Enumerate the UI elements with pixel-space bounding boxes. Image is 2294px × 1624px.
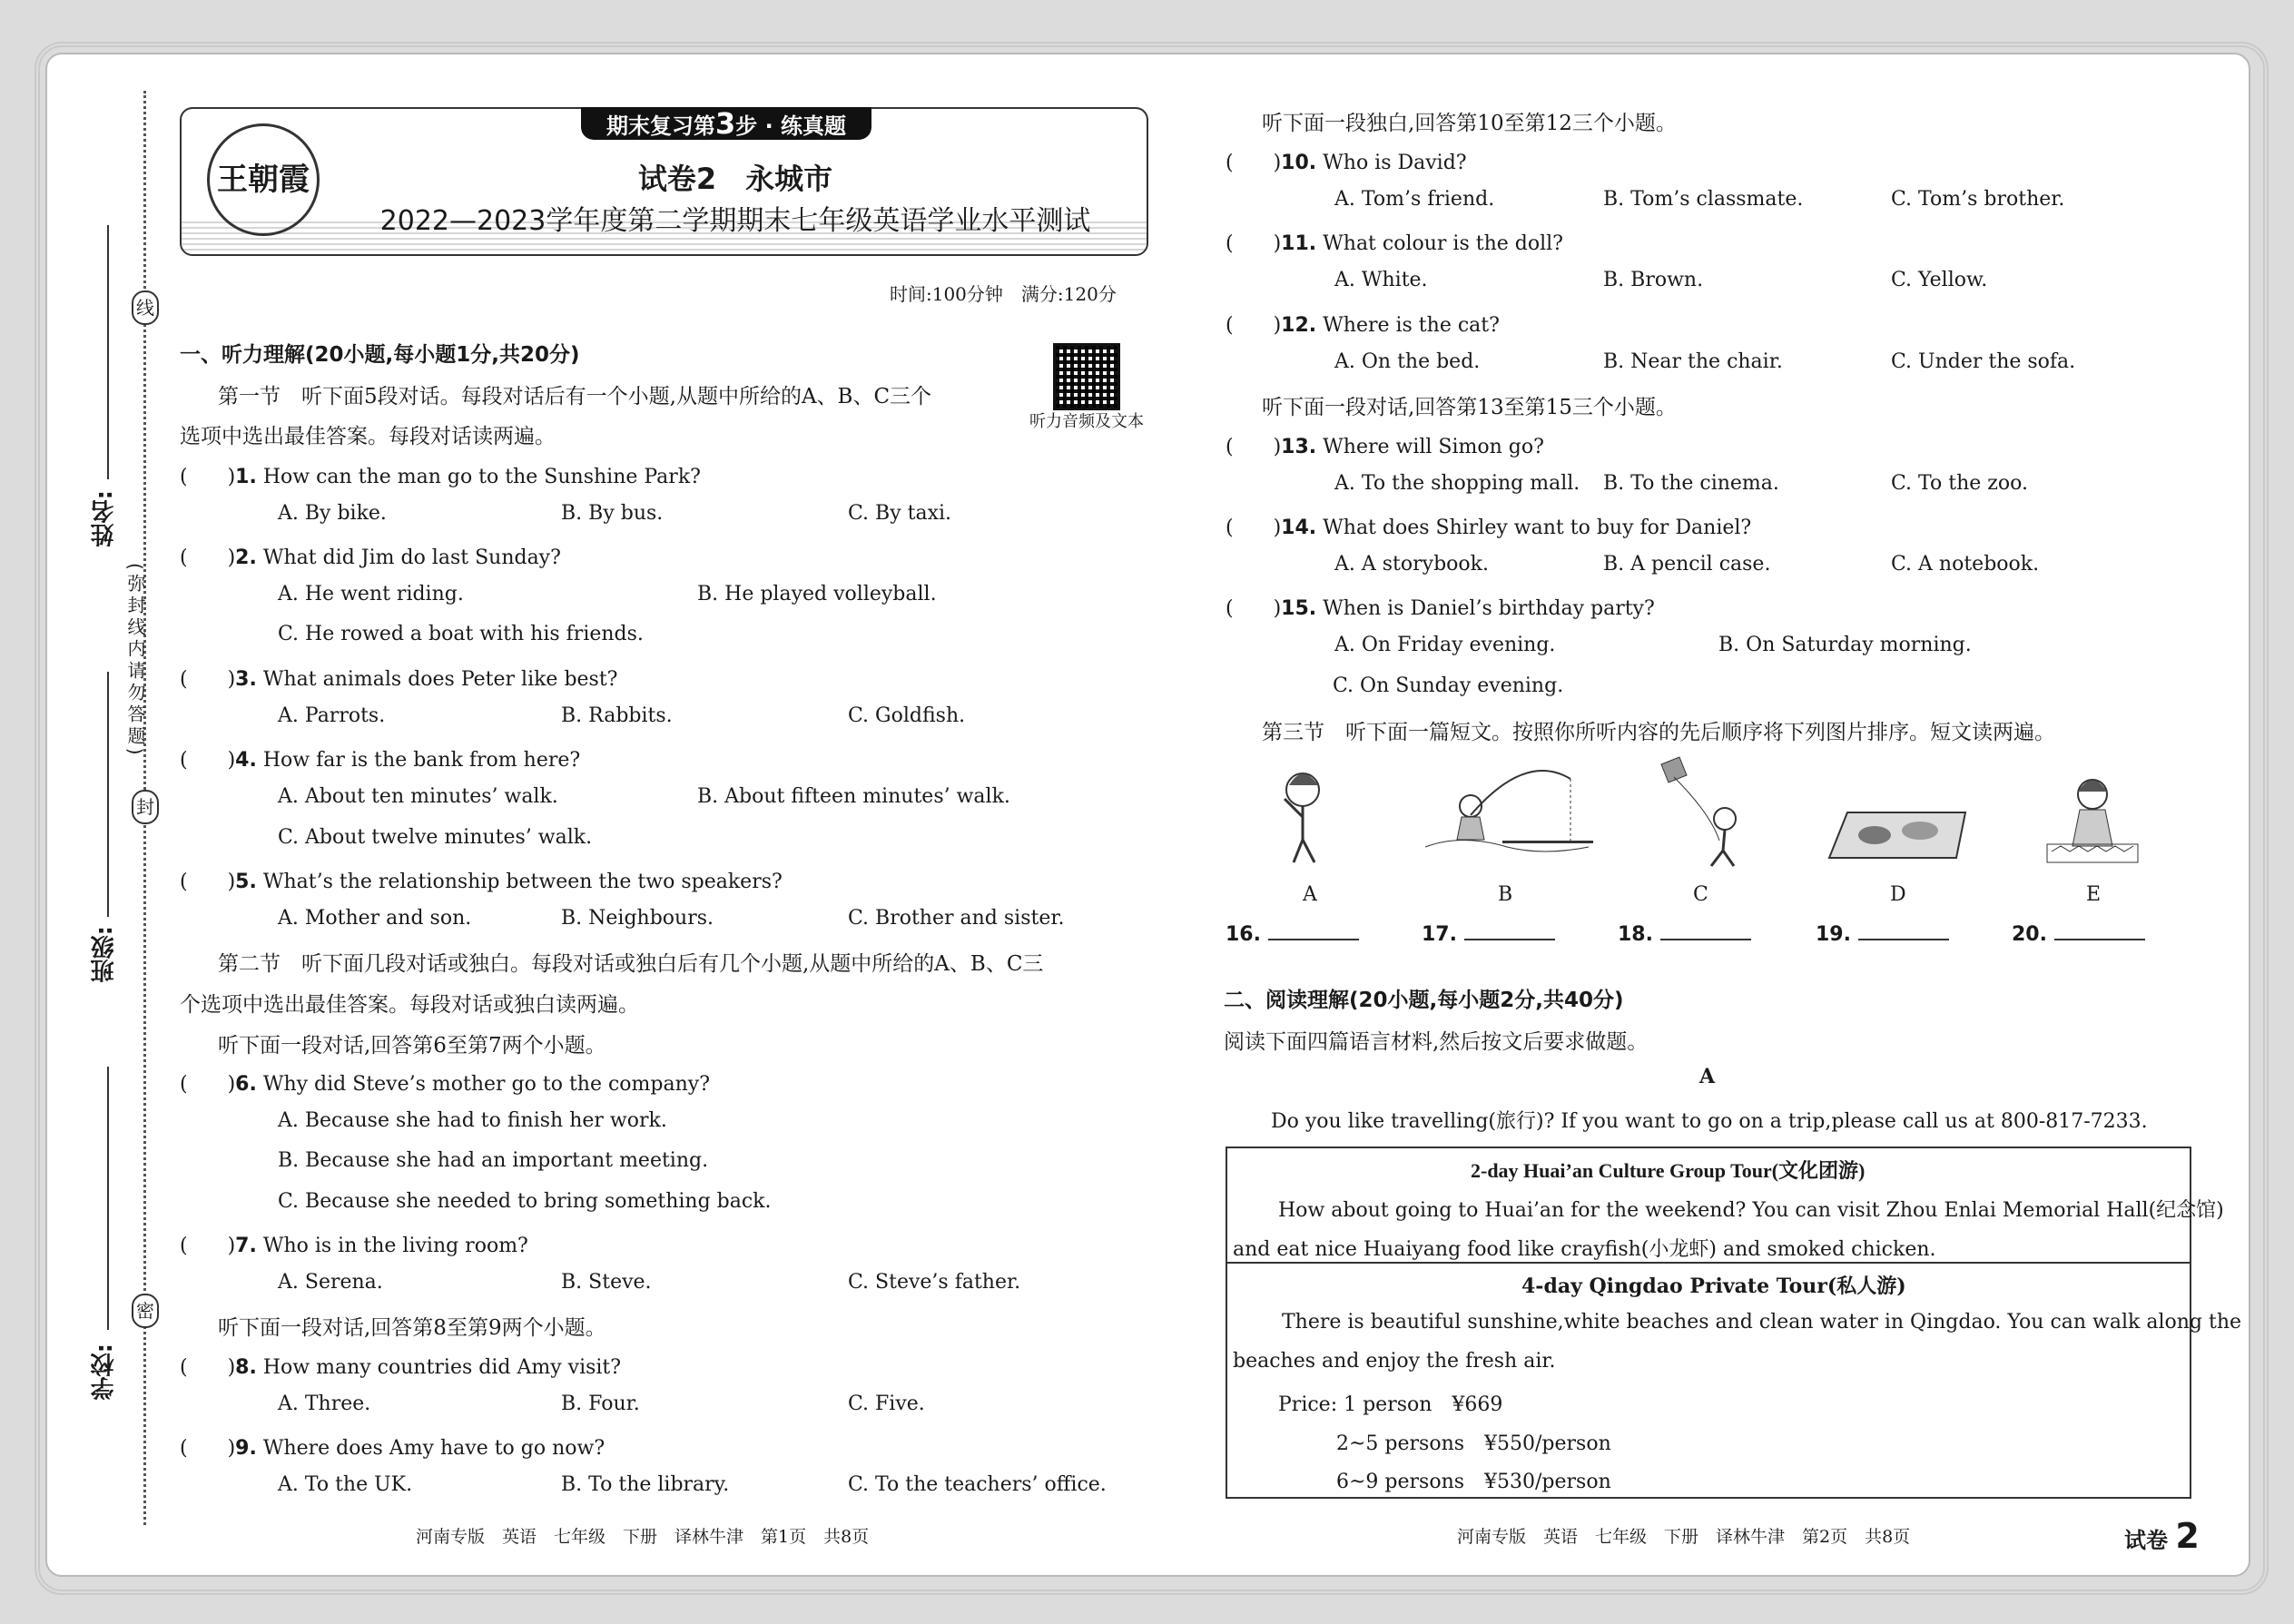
- picture-e-girl-flowers: [2038, 772, 2147, 871]
- answer-blank[interactable]: [2054, 939, 2145, 940]
- answer-19[interactable]: [1816, 923, 1949, 946]
- price-6-9-persons: 6~9 persons ¥530/person: [1336, 1471, 1611, 1493]
- footer-right: 河南专版 英语 七年级 下册 译林牛津 第2页 共8页: [1457, 1527, 1911, 1547]
- q-number: 5.: [235, 871, 257, 893]
- paper-number: 2: [2175, 1516, 2200, 1556]
- q-number: 10.: [1281, 152, 1317, 174]
- answer-18[interactable]: [1618, 923, 1751, 946]
- question-13: ( )13. Where will Simon go?: [1226, 436, 1544, 458]
- part1-heading: 一、听力理解(20小题,每小题1分,共20分): [180, 343, 580, 367]
- q-number: 4.: [235, 749, 257, 772]
- q12-option-a[interactable]: A. On the bed.: [1334, 350, 1481, 373]
- q14-option-b[interactable]: B. A pencil case.: [1603, 553, 1771, 576]
- q11-option-c[interactable]: C. Yellow.: [1891, 269, 1988, 291]
- lead-6-7: 听下面一段对话,回答第6至第7两个小题。: [218, 1034, 606, 1058]
- q15-option-a[interactable]: A. On Friday evening.: [1334, 634, 1556, 656]
- passage-label: A: [1699, 1065, 1716, 1088]
- q-number: 11.: [1281, 232, 1317, 255]
- tour2-title: 4-day Qingdao Private Tour(私人游): [1521, 1275, 1906, 1298]
- tour2-text-cont: beaches and enjoy the fresh air.: [1233, 1350, 1556, 1373]
- q-text: What does Shirley want to buy for Daniel?: [1323, 517, 1752, 539]
- q7-option-c[interactable]: C. Steve’s father.: [848, 1271, 1021, 1294]
- answer-blank[interactable]: [1858, 939, 1949, 940]
- q15-option-c[interactable]: C. On Sunday evening.: [1333, 674, 1564, 697]
- q3-option-c[interactable]: C. Goldfish.: [848, 704, 966, 727]
- q9-option-c[interactable]: C. To the teachers’ office.: [848, 1473, 1107, 1496]
- q-number: 6.: [235, 1073, 257, 1096]
- q8-option-b[interactable]: B. Four.: [561, 1393, 640, 1415]
- question-5: ( )5. What’s the relationship between the two speakers?: [180, 871, 783, 893]
- blank-number: 18.: [1618, 923, 1653, 946]
- publisher-logo: [207, 123, 320, 236]
- q-number: 15.: [1281, 597, 1317, 620]
- q9-option-b[interactable]: B. To the library.: [561, 1473, 730, 1496]
- q6-option-b[interactable]: B. Because she had an important meeting.: [278, 1149, 709, 1172]
- class-label: 班级:: [91, 926, 118, 983]
- exam-header: [180, 107, 1148, 256]
- q-text: How can the man go to the Sunshine Park?: [262, 466, 701, 488]
- price-2-5-persons: 2~5 persons ¥550/person: [1336, 1432, 1611, 1455]
- q14-option-c[interactable]: C. A notebook.: [1891, 553, 2040, 576]
- q-text: Where is the cat?: [1323, 314, 1500, 337]
- lead-8-9: 听下面一段对话,回答第8至第9两个小题。: [218, 1316, 606, 1340]
- q-text: How many countries did Amy visit?: [262, 1356, 622, 1379]
- exam-title: 试卷2 永城市: [637, 162, 833, 196]
- question-8: ( )8. How many countries did Amy visit?: [180, 1356, 622, 1379]
- picture-a-singing-boy: [1253, 767, 1362, 867]
- school-label: 学校:: [91, 1343, 118, 1401]
- q12-option-c[interactable]: C. Under the sofa.: [1891, 350, 2076, 373]
- q6-option-c[interactable]: C. Because she needed to bring something back.: [278, 1190, 772, 1213]
- footer-left: 河南专版 英语 七年级 下册 译林牛津 第1页 共8页: [416, 1527, 870, 1547]
- lead-10-12: 听下面一段独白,回答第10至第12三个小题。: [1262, 112, 1677, 135]
- question-6: ( )6. Why did Steve’s mother go to the company?: [180, 1073, 710, 1096]
- q1-option-c[interactable]: C. By taxi.: [848, 502, 952, 525]
- q3-option-b[interactable]: B. Rabbits.: [561, 704, 673, 727]
- q1-option-b[interactable]: B. By bus.: [561, 502, 664, 525]
- answer-blank[interactable]: [1464, 939, 1555, 940]
- review-banner: [581, 107, 871, 140]
- seal-mark-line: 线: [132, 290, 159, 325]
- seal-mark-close: 密: [132, 1294, 159, 1328]
- picture-b-fishing: [1416, 761, 1598, 861]
- seal-note: (弥封线内请勿答题): [124, 563, 146, 759]
- qr-code[interactable]: [1053, 343, 1120, 410]
- q-number: 1.: [235, 466, 257, 488]
- logo-text: 王朝霞: [217, 162, 310, 198]
- q-text: Where will Simon go?: [1323, 436, 1544, 458]
- blank-number: 16.: [1226, 923, 1261, 946]
- q8-option-c[interactable]: C. Five.: [848, 1393, 925, 1415]
- question-11: ( )11. What colour is the doll?: [1226, 232, 1563, 255]
- class-blank[interactable]: [107, 672, 109, 917]
- q13-option-c[interactable]: C. To the zoo.: [1891, 472, 2028, 495]
- q7-option-a[interactable]: A. Serena.: [278, 1271, 383, 1294]
- question-3: ( )3. What animals does Peter like best?: [180, 668, 618, 691]
- question-12: ( )12. Where is the cat?: [1226, 314, 1500, 337]
- paper-number-badge: [2124, 1516, 2200, 1556]
- q11-option-b[interactable]: B. Brown.: [1603, 269, 1704, 291]
- q-text: How far is the bank from here?: [262, 749, 581, 772]
- q-number: 14.: [1281, 517, 1317, 539]
- q10-option-a[interactable]: A. Tom’s friend.: [1334, 188, 1495, 211]
- tour2-text: There is beautiful sunshine,white beaches and clean water in Qingdao. You can walk along the: [1282, 1311, 2242, 1334]
- question-7: ( )7. Who is in the living room?: [180, 1235, 528, 1257]
- q2-option-a[interactable]: A. He went riding.: [278, 583, 464, 605]
- q4-option-a[interactable]: A. About ten minutes’ walk.: [278, 785, 558, 808]
- table-divider: [1227, 1262, 2190, 1264]
- picture-label-b: B: [1498, 883, 1513, 906]
- qr-caption: 听力音频及文本: [1029, 412, 1144, 431]
- picture-label-e: E: [2086, 883, 2102, 906]
- time-score: 时间:100分钟 满分:120分: [890, 283, 1117, 305]
- tour1-title: 2-day Huai’an Culture Group Tour(文化团游): [1471, 1159, 1866, 1182]
- q8-option-a[interactable]: A. Three.: [278, 1393, 371, 1415]
- q-text: Why did Steve’s mother go to the company?: [262, 1073, 710, 1096]
- q11-option-a[interactable]: A. White.: [1334, 269, 1428, 291]
- blank-number: 20.: [2012, 923, 2047, 946]
- answer-16[interactable]: [1226, 923, 1359, 946]
- picture-d-picnic: [1820, 803, 1974, 867]
- tour1-text: How about going to Huai’an for the weekend? You can visit Zhou Enlai Memorial Hall(纪念馆): [1278, 1199, 2224, 1222]
- q7-option-b[interactable]: B. Steve.: [561, 1271, 652, 1294]
- picture-c-kite: [1643, 755, 1770, 869]
- q-text: What colour is the doll?: [1323, 232, 1563, 255]
- q-text: Who is David?: [1323, 152, 1467, 174]
- answer-blank[interactable]: [1660, 939, 1751, 940]
- q-text: What’s the relationship between the two speakers?: [262, 871, 783, 893]
- answer-20[interactable]: [2012, 923, 2145, 946]
- sec1-instructions-cont: 选项中选出最佳答案。每段对话读两遍。: [180, 425, 556, 448]
- q10-option-b[interactable]: B. Tom’s classmate.: [1603, 188, 1804, 211]
- question-2: ( )2. What did Jim do last Sunday?: [180, 546, 561, 569]
- answer-blank[interactable]: [1268, 939, 1359, 940]
- name-blank[interactable]: [107, 225, 109, 479]
- sec2-instructions: 第二节 听下面几段对话或独白。每段对话或独白后有几个小题,从题中所给的A、B、C三: [218, 952, 1044, 976]
- q9-option-a[interactable]: A. To the UK.: [278, 1473, 413, 1496]
- q5-option-b[interactable]: B. Neighbours.: [561, 907, 714, 930]
- sec1-instructions: 第一节 听下面5段对话。每段对话后有一个小题,从题中所给的A、B、C三个: [218, 385, 932, 408]
- exam-subtitle: 2022—2023学年度第二学期期末七年级英语学业水平测试: [379, 205, 1091, 237]
- q14-option-a[interactable]: A. A storybook.: [1334, 553, 1489, 576]
- q15-option-b[interactable]: B. On Saturday morning.: [1718, 634, 1972, 656]
- lead-13-15: 听下面一段对话,回答第13至第15三个小题。: [1262, 396, 1677, 419]
- question-1: ( )1. How can the man go to the Sunshine Park?: [180, 466, 701, 488]
- banner-suffix: 步 · 练真题: [735, 113, 847, 139]
- q13-option-a[interactable]: A. To the shopping mall.: [1334, 472, 1580, 495]
- blank-number: 19.: [1816, 923, 1851, 946]
- q5-option-a[interactable]: A. Mother and son.: [278, 907, 472, 930]
- q3-option-a[interactable]: A. Parrots.: [278, 704, 386, 727]
- passage-lead: Do you like travelling(旅行)? If you want to go on a trip,please call us at 800-817-7233.: [1271, 1110, 2148, 1133]
- sec3-instructions: 第三节 听下面一篇短文。按照你所听内容的先后顺序将下列图片排序。短文读两遍。: [1262, 721, 2055, 744]
- q-number: 12.: [1281, 314, 1317, 337]
- q4-option-c[interactable]: C. About twelve minutes’ walk.: [278, 826, 593, 849]
- q-text: What animals does Peter like best?: [262, 668, 618, 691]
- paper-label: 试卷: [2124, 1528, 2168, 1553]
- q-number: 2.: [235, 546, 257, 569]
- question-14: ( )14. What does Shirley want to buy for Daniel?: [1226, 517, 1752, 539]
- q-text: Where does Amy have to go now?: [262, 1437, 605, 1460]
- school-blank[interactable]: [107, 1067, 109, 1330]
- name-label: 姓名:: [91, 490, 118, 547]
- seal-mark-seal: 封: [132, 790, 159, 824]
- question-15: ( )15. When is Daniel’s birthday party?: [1226, 597, 1655, 620]
- q12-option-b[interactable]: B. Near the chair.: [1603, 350, 1783, 373]
- q-number: 3.: [235, 668, 257, 691]
- question-4: ( )4. How far is the bank from here?: [180, 749, 581, 772]
- picture-label-c: C: [1693, 883, 1708, 906]
- q-number: 7.: [235, 1235, 257, 1257]
- q13-option-b[interactable]: B. To the cinema.: [1603, 472, 1779, 495]
- q-number: 9.: [235, 1437, 257, 1460]
- banner-step: 3: [714, 106, 736, 141]
- tour1-text-cont: and eat nice Huaiyang food like crayfish(小龙虾) and smoked chicken.: [1233, 1238, 1936, 1261]
- picture-label-a: A: [1303, 883, 1317, 906]
- price-1-person: Price: 1 person ¥669: [1278, 1393, 1503, 1416]
- q1-option-a[interactable]: A. By bike.: [278, 502, 387, 525]
- q4-option-b[interactable]: B. About fifteen minutes’ walk.: [697, 785, 1010, 808]
- q2-option-b[interactable]: B. He played volleyball.: [697, 583, 937, 605]
- q-number: 13.: [1281, 436, 1317, 458]
- banner-prefix: 期末复习第: [605, 113, 715, 139]
- answer-17[interactable]: [1422, 923, 1555, 946]
- part2-intro: 阅读下面四篇语言材料,然后按文后要求做题。: [1224, 1030, 1649, 1054]
- q6-option-a[interactable]: A. Because she had to finish her work.: [278, 1109, 667, 1132]
- question-10: ( )10. Who is David?: [1226, 152, 1467, 174]
- q2-option-c[interactable]: C. He rowed a boat with his friends.: [278, 623, 644, 645]
- picture-label-d: D: [1890, 883, 1906, 906]
- q-text: Who is in the living room?: [262, 1235, 528, 1257]
- sec2-instructions-cont: 个选项中选出最佳答案。每段对话或独白读两遍。: [180, 993, 639, 1017]
- q-text: What did Jim do last Sunday?: [262, 546, 561, 569]
- q10-option-c[interactable]: C. Tom’s brother.: [1891, 188, 2065, 211]
- q-number: 8.: [235, 1356, 257, 1379]
- question-9: ( )9. Where does Amy have to go now?: [180, 1437, 605, 1460]
- q-text: When is Daniel’s birthday party?: [1323, 597, 1655, 620]
- part2-heading: 二、阅读理解(20小题,每小题2分,共40分): [1224, 989, 1624, 1012]
- blank-number: 17.: [1422, 923, 1457, 946]
- q5-option-c[interactable]: C. Brother and sister.: [848, 907, 1065, 930]
